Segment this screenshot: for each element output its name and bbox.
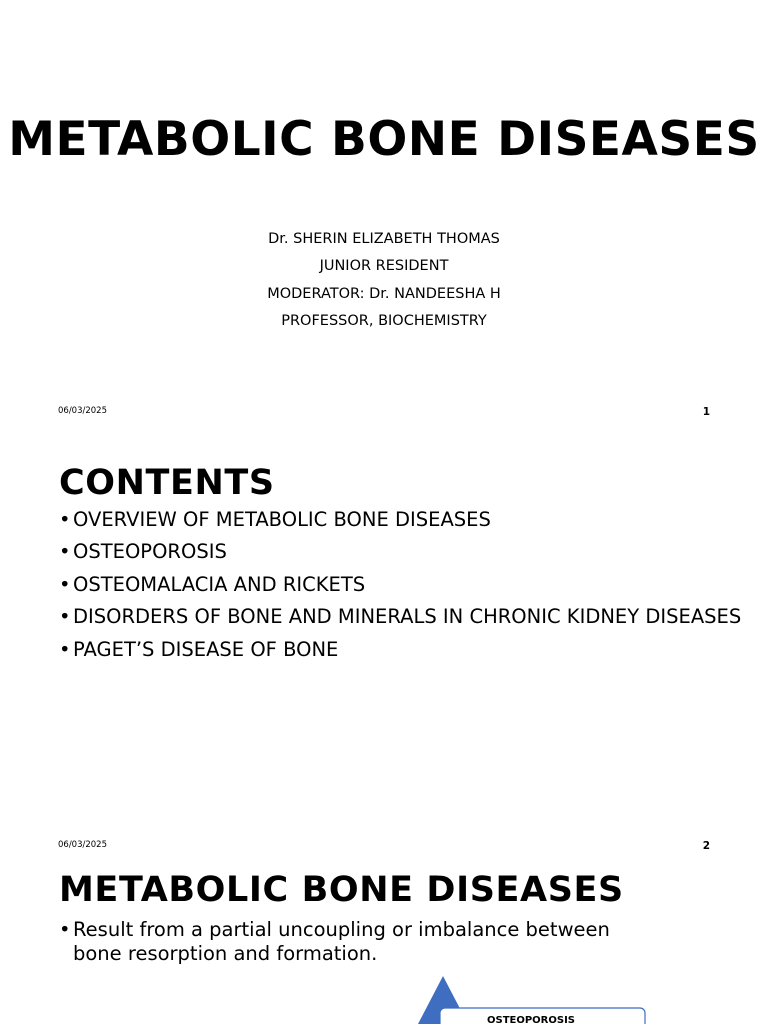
bullet-icon: • xyxy=(59,508,71,531)
slide-1 xyxy=(0,0,768,432)
moderator-role: PROFESSOR, BIOCHEMISTRY xyxy=(281,312,487,329)
contents-list xyxy=(59,507,741,669)
list-item-text: OSTEOPOROSIS xyxy=(73,540,227,564)
slide-1-page-number: 1 xyxy=(702,406,710,418)
definition-list xyxy=(59,918,659,966)
list-item-text: OVERVIEW OF METABOLIC BONE DISEASES xyxy=(73,508,491,531)
list-item xyxy=(59,507,741,539)
slide-3 xyxy=(0,864,768,1024)
slide-3-title: METABOLIC BONE DISEASES xyxy=(59,870,624,910)
slide-2-page-number: 2 xyxy=(702,840,710,852)
slide-2-date: 06/03/2025 xyxy=(58,840,107,850)
list-item-text: DISORDERS OF BONE AND MINERALS IN CHRONIC KIDNEY DISEASES xyxy=(73,605,742,629)
author-name: Dr. SHERIN ELIZABETH THOMAS xyxy=(268,231,500,247)
list-item xyxy=(59,572,741,604)
bullet-icon: • xyxy=(59,637,71,661)
slide-1-date: 06/03/2025 xyxy=(58,406,107,416)
slide-1-title: METABOLIC BONE DISEASES xyxy=(8,112,760,167)
list-item xyxy=(59,918,659,966)
bullet-icon: • xyxy=(59,918,71,941)
bullet-icon: • xyxy=(59,572,71,596)
list-item xyxy=(59,604,741,636)
list-item xyxy=(59,637,741,669)
slide-2 xyxy=(0,432,768,864)
list-item xyxy=(59,539,741,571)
moderator-name: MODERATOR: Dr. NANDEESHA H xyxy=(267,285,501,302)
author-role: JUNIOR RESIDENT xyxy=(319,258,449,275)
bullet-icon: • xyxy=(59,605,71,629)
list-item-text: Result from a partial uncoupling or imbalance between bone resorption and formation. xyxy=(73,918,610,965)
disease-diagram xyxy=(410,976,660,1024)
diagram-label: OSTEOPOROSIS xyxy=(486,1015,575,1024)
list-item-text: PAGET’S DISEASE OF BONE xyxy=(73,637,339,661)
slide-2-title: CONTENTS xyxy=(59,463,275,503)
slide-1-subtitle xyxy=(0,228,768,337)
list-item-text: OSTEOMALACIA AND RICKETS xyxy=(73,572,366,596)
bullet-icon: • xyxy=(59,540,71,564)
